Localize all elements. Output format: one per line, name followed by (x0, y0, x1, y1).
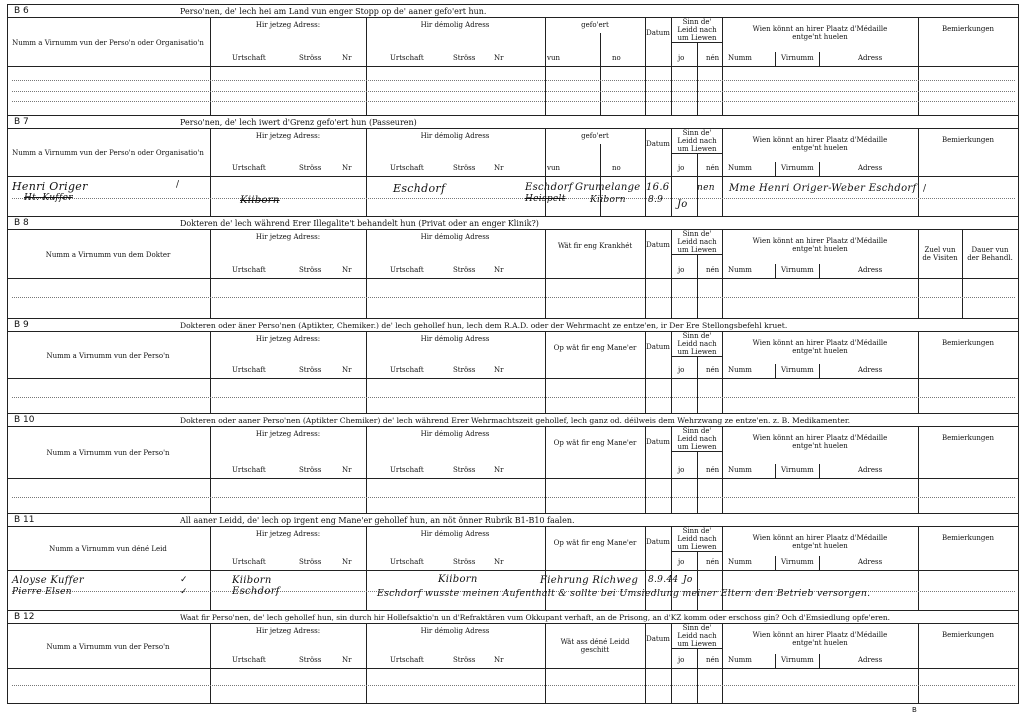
checkmark: ✓ (180, 575, 188, 585)
section-title-rule (7, 526, 1018, 527)
datum-label: Datum (646, 241, 670, 249)
person-column-label: Numm a Virnumm vun der Perso'n oder Organisatio'n (12, 149, 204, 157)
header-bottom-rule (210, 66, 1018, 67)
jo-label: jo (678, 266, 685, 274)
handwritten-nen: nen (697, 183, 715, 193)
column-rule (722, 229, 723, 318)
sinn-label: Leidd nach (677, 632, 717, 640)
column-rule (722, 331, 723, 413)
checkmark: / (923, 184, 927, 194)
nr-label: Nr (494, 466, 504, 474)
stross-label: Ströss (299, 266, 322, 274)
nen-label: nén (706, 366, 720, 374)
leidd-geschitt-label: geschitt (580, 646, 610, 654)
section-id: B 6 (14, 6, 29, 16)
wien-label: entge'nt huelen (792, 639, 848, 647)
nr-label: Nr (494, 366, 504, 374)
gefoert-label: gefo'ert (581, 21, 609, 29)
column-rule (210, 426, 211, 513)
urtschaft-label: Urtschaft (390, 558, 424, 566)
nr-label: Nr (342, 54, 352, 62)
dotted-line (12, 101, 1015, 102)
section-title-rule (7, 623, 1018, 624)
numm-label: Numm (728, 656, 752, 664)
nr-label: Nr (494, 164, 504, 172)
jetzeg-adress-label: Hir jetzeg Adress: (255, 335, 321, 343)
urtschaft-label: Urtschaft (390, 466, 424, 474)
header-bottom-rule (7, 378, 210, 379)
nen-label: nén (706, 558, 720, 566)
urtschaft-label: Urtschaft (390, 266, 424, 274)
numm-label: Numm (728, 266, 752, 274)
krankhet-label: Wät fir eng Krankhét (557, 242, 633, 250)
column-rule (366, 331, 367, 413)
urtschaft-label: Urtschaft (232, 164, 266, 172)
sinn-label: Sinn de' (682, 624, 712, 632)
handwritten-remark: Eschdorf wusste meinen Aufenthalt & sollte bei Umsiedlung meiner Eltern den Betrieb versorgen. (377, 588, 871, 599)
jo-label: jo (678, 366, 685, 374)
adress-label: Adress (858, 164, 883, 172)
urtschaft-label: Urtschaft (390, 54, 424, 62)
section-title: Dokteren oder aaner Perso'nen (Aptikter Chemiker) de' lech während Erer Wehrmachtszeit gehollef, lech ganz od. déilweis dem Wehrzwang ze entze'en. z. B. Medikamenter. (180, 416, 851, 425)
sinn-label: um Liewen (677, 246, 717, 254)
jo-nen-rule (697, 551, 698, 610)
section-title-rule (7, 426, 1018, 427)
person-column-label: Numm a Virnumm vun der Perso'n (46, 449, 170, 457)
handwritten-name: Henri Origer (12, 180, 88, 193)
checkmark: / (176, 180, 180, 190)
stross-label: Ströss (299, 466, 322, 474)
datum-label: Datum (646, 438, 670, 446)
jo-nen-rule (697, 451, 698, 513)
wien-label: entge'nt huelen (792, 33, 848, 41)
datum-label: Datum (646, 140, 670, 148)
section-top-rule (7, 4, 1018, 5)
stross-label: Ströss (453, 164, 476, 172)
person-column-label: Numm a Virnumm vun der Perso'n (46, 352, 170, 360)
sinn-label: Sinn de' (682, 527, 712, 535)
numm-label: Numm (728, 54, 752, 62)
sinn-label: Leidd nach (677, 435, 717, 443)
section-id: B 12 (14, 612, 35, 622)
handwritten-name: Pierre Elsen (12, 587, 72, 597)
nen-label: nén (706, 656, 720, 664)
demolig-adress-label: Hir démolig Adress (420, 430, 490, 438)
section-title: Perso'nen, de' lech iwert d'Grenz gefo'ert hun (Passeuren) (180, 118, 417, 127)
sinn-label: Sinn de' (682, 230, 712, 238)
nr-label: Nr (342, 266, 352, 274)
jo-label: jo (678, 558, 685, 566)
section-title-rule (7, 17, 1018, 18)
stross-label: Ströss (299, 656, 322, 664)
dotted-line (12, 80, 1015, 81)
vun-label: vun (547, 164, 560, 172)
medaille-sub-rule (775, 52, 776, 66)
virnumm-label: Virnumm (781, 54, 814, 62)
section-title: Perso'nen, de' lech hei am Land vun enger Stopp op de' aaner gefo'ert hun. (180, 7, 487, 16)
wien-label: Wien könnt an hirer Plaatz d'Médaille (752, 339, 888, 347)
section-top-rule (7, 216, 1018, 217)
demolig-adress-label: Hir démolig Adress (420, 530, 490, 538)
dotted-line (12, 91, 1015, 92)
zuel-label: de Visiten (922, 254, 958, 262)
stross-label: Ströss (299, 366, 322, 374)
sinn-label: Leidd nach (677, 137, 717, 145)
section-top-rule (7, 413, 1018, 414)
section-id: B 9 (14, 320, 29, 330)
virnumm-label: Virnumm (781, 266, 814, 274)
jetzeg-adress-label: Hir jetzeg Adress: (255, 430, 321, 438)
virnumm-label: Virnumm (781, 558, 814, 566)
sinn-label: um Liewen (677, 34, 717, 42)
vun-label: vun (547, 54, 560, 62)
section-id: B 10 (14, 415, 35, 425)
nen-label: nén (706, 54, 720, 62)
sinn-label: um Liewen (677, 348, 717, 356)
section-title-rule (7, 128, 1018, 129)
medaille-sub-rule (819, 556, 820, 570)
adress-label: Adress (858, 266, 883, 274)
nr-label: Nr (342, 558, 352, 566)
wien-label: Wien könnt an hirer Plaatz d'Médaille (752, 631, 888, 639)
wien-label: entge'nt huelen (792, 542, 848, 550)
handwritten-date: 16.6 (646, 182, 670, 193)
stross-label: Ströss (453, 54, 476, 62)
jetzeg-adress-label: Hir jetzeg Adress: (255, 233, 321, 241)
maneer-label: Op wät fir eng Mane'er (553, 344, 637, 352)
bemierkungen-label: Bemierkungen (941, 339, 995, 347)
header-bottom-rule (210, 668, 1018, 669)
sinn-label: Sinn de' (682, 18, 712, 26)
urtschaft-label: Urtschaft (232, 266, 266, 274)
numm-label: Numm (728, 558, 752, 566)
urtschaft-label: Urtschaft (232, 656, 266, 664)
sinn-label: Sinn de' (682, 427, 712, 435)
medaille-sub-rule (775, 364, 776, 378)
column-rule (366, 426, 367, 513)
datum-label: Datum (646, 29, 670, 37)
section-title-rule (7, 331, 1018, 332)
jo-nen-rule (697, 356, 698, 413)
header-bottom-rule (7, 570, 210, 571)
wien-label: Wien könnt an hirer Plaatz d'Médaille (752, 237, 888, 245)
demolig-adress-label: Hir démolig Adress (420, 335, 490, 343)
urtschaft-label: Urtschaft (232, 54, 266, 62)
header-bottom-rule (210, 278, 1018, 279)
handwritten-date: 8.9.44 (648, 575, 679, 585)
jo-nen-rule (697, 254, 698, 318)
jo-nen-rule (697, 42, 698, 115)
checkmark: ✓ (180, 587, 188, 597)
urtschaft-label: Urtschaft (232, 466, 266, 474)
header-bottom-rule (7, 176, 210, 177)
jetzeg-adress-label: Hir jetzeg Adress: (255, 21, 321, 29)
handwritten-from: Eschdorf (525, 182, 573, 193)
datum-label: Datum (646, 635, 670, 643)
person-column-label: Numm a Virnumm vun der Perso'n (46, 643, 170, 651)
medaille-sub-rule (819, 654, 820, 668)
bemierkungen-label: Bemierkungen (941, 434, 995, 442)
sinn-label: um Liewen (677, 145, 717, 153)
frame-bottom (7, 703, 1019, 704)
sinn-label: um Liewen (677, 543, 717, 551)
nr-label: Nr (342, 466, 352, 474)
wien-label: Wien könnt an hirer Plaatz d'Médaille (752, 534, 888, 542)
section-title: Dokteren de' lech während Erer Illegalite't behandelt hun (Privat oder an enger Klinik?) (180, 219, 539, 228)
no-label: no (612, 164, 621, 172)
bemierkungen-label: Bemierkungen (941, 136, 995, 144)
nr-label: Nr (342, 164, 352, 172)
column-rule (722, 623, 723, 703)
wien-label: Wien könnt an hirer Plaatz d'Médaille (752, 434, 888, 442)
handwritten-medaille: Mme Henri Origer-Weber Eschdorf (729, 183, 917, 194)
virnumm-label: Virnumm (781, 656, 814, 664)
handwritten-name: Aloyse Kuffer (12, 575, 85, 586)
wien-label: entge'nt huelen (792, 245, 848, 253)
nr-label: Nr (342, 656, 352, 664)
dotted-line (12, 297, 1015, 298)
dotted-line (12, 497, 1015, 498)
column-rule (722, 128, 723, 216)
column-rule (366, 229, 367, 318)
column-rule (210, 623, 211, 703)
wien-label: entge'nt huelen (792, 144, 848, 152)
numm-label: Numm (728, 466, 752, 474)
virnumm-label: Virnumm (781, 366, 814, 374)
column-rule (600, 144, 601, 216)
dauer-label: Dauer vun (971, 246, 1009, 254)
numm-label: Numm (728, 164, 752, 172)
leidd-geschitt-label: Wät ass déné Leidd (560, 638, 630, 646)
demolig-adress-label: Hir démolig Adress (420, 233, 490, 241)
jo-label: jo (678, 466, 685, 474)
section-title: All aaner Leidd, de' lech op irgent eng Mane'er gehollef hun, an nöt önner Rubrik B1-B10 faalen. (180, 516, 575, 525)
stross-label: Ströss (299, 558, 322, 566)
no-label: no (612, 54, 621, 62)
column-rule (722, 426, 723, 513)
column-rule (600, 33, 601, 115)
datum-label: Datum (646, 343, 670, 351)
column-rule (366, 128, 367, 216)
jo-label: jo (678, 54, 685, 62)
jetzeg-adress-label: Hir jetzeg Adress: (255, 530, 321, 538)
person-column-label: Numm a Virnumm vun dem Dokter (45, 251, 171, 259)
datum-label: Datum (646, 538, 670, 546)
header-bottom-rule (210, 570, 1018, 571)
column-rule (918, 229, 919, 318)
gefoert-label: gefo'ert (581, 132, 609, 140)
medaille-sub-rule (775, 464, 776, 478)
demolig-adress-label: Hir démolig Adress (420, 21, 490, 29)
person-column-label: Numm a Virnumm vun déné Leid (49, 545, 167, 553)
section-top-rule (7, 115, 1018, 116)
handwritten-date: 8.9 (648, 195, 664, 205)
urtschaft-label: Urtschaft (390, 366, 424, 374)
adress-label: Adress (858, 466, 883, 474)
urtschaft-label: Urtschaft (232, 366, 266, 374)
stross-label: Ströss (453, 466, 476, 474)
nr-label: Nr (494, 54, 504, 62)
handwritten-name strike: Ht. Kuffer (24, 193, 73, 203)
nen-label: nén (706, 164, 720, 172)
column-rule (210, 229, 211, 318)
adress-label: Adress (858, 558, 883, 566)
demolig-adress-label: Hir démolig Adress (420, 132, 490, 140)
handwritten-address: Eschdorf (232, 586, 280, 597)
nr-label: Nr (494, 656, 504, 664)
header-bottom-rule (7, 66, 210, 67)
section-title: Waat fir Perso'nen, de' lech gehollef hun, sin durch hir Hollefsaktio'n un d'Refraktären vum Okkupant verhaft, an de Prisong, an d'KZ komm oder erschoss gin? Och d'Emsiedlung opfe'eren. (180, 613, 891, 622)
person-column-label: Numm a Virnumm vun der Perso'n oder Organisatio'n (12, 39, 204, 47)
sinn-label: Leidd nach (677, 535, 717, 543)
section-title-rule (7, 229, 1018, 230)
dotted-line (12, 685, 1015, 686)
wien-label: Wien könnt an hirer Plaatz d'Médaille (752, 25, 888, 33)
header-bottom-rule (210, 478, 1018, 479)
section-top-rule (7, 513, 1018, 514)
bemierkungen-label: Bemierkungen (941, 25, 995, 33)
bemierkungen-label: Bemierkungen (941, 631, 995, 639)
stross-label: Ströss (453, 366, 476, 374)
column-rule (962, 229, 963, 318)
handwritten-address: Kiiborn (232, 575, 272, 586)
header-bottom-rule (210, 176, 1018, 177)
dotted-line (12, 397, 1015, 398)
nr-label: Nr (494, 558, 504, 566)
sinn-label: Sinn de' (682, 129, 712, 137)
nen-label: nén (706, 466, 720, 474)
handwritten-to: Grumelange (575, 182, 641, 193)
medaille-sub-rule (775, 654, 776, 668)
nr-label: Nr (494, 266, 504, 274)
handwritten-address: Kiiborn (438, 574, 478, 585)
zuel-label: Zuel vun (924, 246, 956, 254)
column-rule (210, 331, 211, 413)
handwritten-jo: Jo (677, 199, 688, 210)
numm-label: Numm (728, 366, 752, 374)
sinn-label: Leidd nach (677, 340, 717, 348)
footer-mark: B (912, 706, 917, 714)
handwritten-address: Eschdorf (393, 182, 446, 195)
medaille-sub-rule (819, 162, 820, 176)
sinn-label: Sinn de' (682, 332, 712, 340)
jetzeg-adress-label: Hir jetzeg Adress: (255, 627, 321, 635)
wien-label: entge'nt huelen (792, 347, 848, 355)
adress-label: Adress (858, 54, 883, 62)
sinn-label: Leidd nach (677, 26, 717, 34)
frame-right (1018, 4, 1019, 703)
jetzeg-adress-label: Hir jetzeg Adress: (255, 132, 321, 140)
dauer-label: der Behandl. (967, 254, 1013, 262)
virnumm-label: Virnumm (781, 466, 814, 474)
section-id: B 11 (14, 515, 35, 525)
column-rule (366, 623, 367, 703)
maneer-label: Op wät fir eng Mane'er (553, 439, 637, 447)
urtschaft-label: Urtschaft (390, 656, 424, 664)
frame-left (7, 4, 8, 703)
section-title: Dokteren oder äner Perso'nen (Aptikter, Chemiker.) de' lech gehollef hun, lech dem R.A.D. oder der Wehrmacht ze entze'en, ir Der Ere Stellongsbefehl kruet. (180, 321, 788, 330)
section-top-rule (7, 318, 1018, 319)
medaille-sub-rule (775, 264, 776, 278)
wien-label: entge'nt huelen (792, 442, 848, 450)
column-rule (545, 623, 546, 703)
stross-label: Ströss (453, 266, 476, 274)
section-top-rule (7, 610, 1018, 611)
virnumm-label: Virnumm (781, 164, 814, 172)
nr-label: Nr (342, 366, 352, 374)
stross-label: Ströss (453, 656, 476, 664)
stross-label: Ströss (299, 164, 322, 172)
jo-label: jo (678, 656, 685, 664)
sinn-label: Leidd nach (677, 238, 717, 246)
jo-nen-rule (697, 648, 698, 703)
maneer-label: Op wät fir eng Mane'er (553, 539, 637, 547)
handwritten-from: Heispelt (525, 194, 566, 204)
demolig-adress-label: Hir démolig Adress (420, 627, 490, 635)
jo-label: jo (678, 164, 685, 172)
medaille-sub-rule (819, 364, 820, 378)
section-id: B 8 (14, 218, 29, 228)
column-rule (210, 128, 211, 216)
section-id: B 7 (14, 117, 29, 127)
urtschaft-label: Urtschaft (232, 558, 266, 566)
dotted-line (12, 198, 1015, 199)
medaille-sub-rule (819, 264, 820, 278)
adress-label: Adress (858, 366, 883, 374)
header-bottom-rule (210, 378, 1018, 379)
medaille-sub-rule (819, 52, 820, 66)
bemierkungen-label: Bemierkungen (941, 534, 995, 542)
stross-label: Ströss (453, 558, 476, 566)
medaille-sub-rule (819, 464, 820, 478)
header-bottom-rule (7, 668, 210, 669)
handwritten-manner: Fiehrung Richweg (540, 575, 639, 586)
urtschaft-label: Urtschaft (390, 164, 424, 172)
header-bottom-rule (7, 478, 210, 479)
wien-label: Wien könnt an hirer Plaatz d'Médaille (752, 136, 888, 144)
header-bottom-rule (7, 278, 210, 279)
handwritten-to: Kiiborn (590, 195, 626, 205)
medaille-sub-rule (775, 556, 776, 570)
adress-label: Adress (858, 656, 883, 664)
handwritten-jo: Jo (683, 575, 693, 585)
sinn-label: um Liewen (677, 640, 717, 648)
column-rule (366, 526, 367, 610)
medaille-sub-rule (775, 162, 776, 176)
column-rule (210, 526, 211, 610)
handwritten-address: Kiiborn (240, 195, 280, 206)
sinn-label: um Liewen (677, 443, 717, 451)
stross-label: Ströss (299, 54, 322, 62)
nen-label: nén (706, 266, 720, 274)
